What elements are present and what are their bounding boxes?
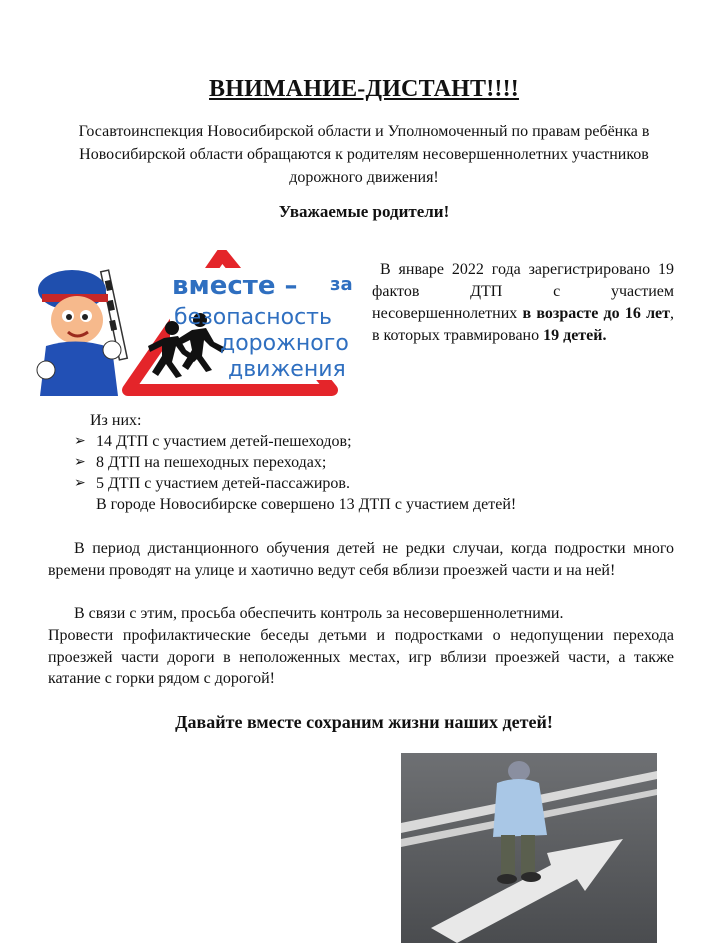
logo-line-4: движения — [228, 357, 346, 382]
logo-line-1b: за — [330, 274, 353, 295]
paragraph-control-request: В связи с этим, просьба обеспечить контроль за несовершеннолетними. — [74, 605, 564, 622]
list-intro: Из них: — [90, 412, 142, 429]
logo-line-1: вместе – — [172, 271, 298, 301]
list-item: ➢ 14 ДТП с участием детей-пешеходов; — [74, 433, 352, 450]
poster-title: ВНИМАНИЕ-ДИСТАНТ!!!! — [209, 76, 519, 102]
january-statistics — [372, 259, 674, 347]
list-item: ➢ 8 ДТП на пешеходных переходах; — [74, 454, 327, 471]
greeting-heading: Уважаемые родители! — [278, 202, 450, 221]
stat-age-bold: в возрасте до 16 лет — [522, 305, 671, 322]
city-statistic: В городе Новосибирске совершено 13 ДТП с участием детей! — [96, 496, 517, 513]
intro-text: Госавтоинспекция Новосибирской области и Уполномоченный по правам ребёнка в Новосибирской области обращаются к родителям несовершеннолетних участников дорожного движения! — [78, 123, 650, 186]
arrow-bullet-icon: ➢ — [74, 476, 86, 491]
closing-callout: Давайте вместе сохраним жизни наших детей! — [175, 712, 553, 732]
child-on-road-photo — [401, 753, 657, 943]
stat-injured-bold: 19 детей. — [543, 327, 607, 344]
arrow-bullet-icon: ➢ — [74, 434, 86, 449]
stat-part-1: В январе 2022 года зарегистрировано 19 фактов ДТП с участием несовершеннолетних — [372, 261, 674, 322]
road-safety-logo — [32, 250, 366, 396]
logo-line-3: дорожного — [220, 331, 349, 356]
policeman-boy-illustration — [37, 270, 127, 396]
accident-breakdown — [72, 410, 672, 515]
stat-part-2: , в которых травмировано — [372, 305, 675, 344]
paragraph-distance-learning: В период дистанционного обучения детей не редки случаи, когда подростки много времени проводят на улице и хаотично ведут себя вблизи проезжей части и на ней! — [48, 540, 674, 579]
logo-line-2: безопасность — [174, 305, 332, 330]
paragraph-prevention: Провести профилактические беседы детьми и подростками о недопущении перехода проезжей части дороги в неположенных местах, игр вблизи проезжей части, а также катание с горки рядом с дорогой! — [48, 627, 674, 687]
arrow-bullet-icon: ➢ — [74, 455, 86, 470]
accident-list — [72, 431, 672, 494]
list-item: ➢ 5 ДТП с участием детей-пассажиров. — [74, 475, 350, 492]
